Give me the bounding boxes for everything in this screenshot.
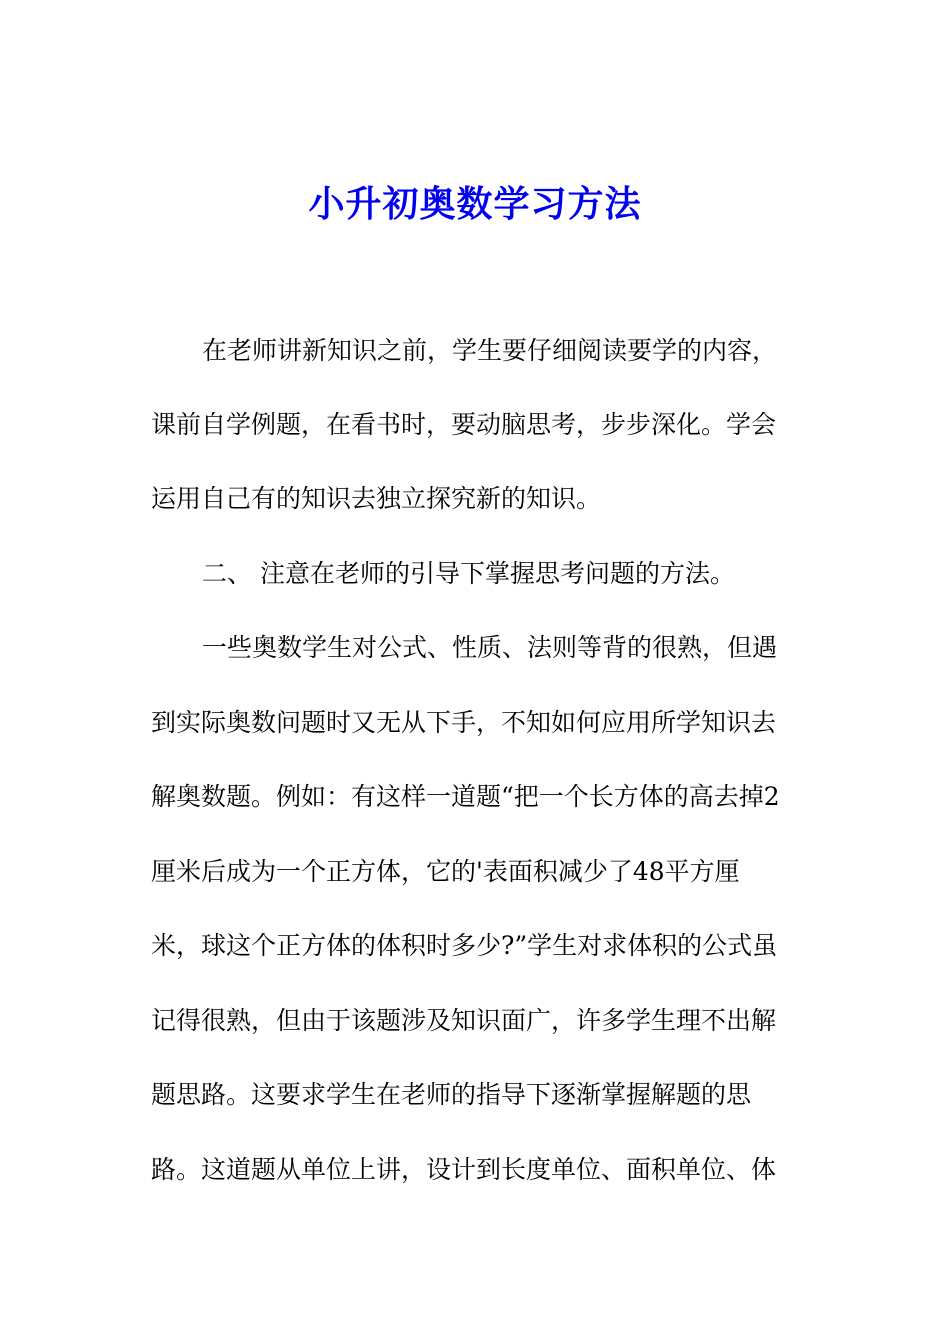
paragraph-line: 厘米后成为一个正方体，它的'表面积减少了48平方厘 xyxy=(151,857,740,886)
paragraph-line: 到实际奥数问题时又无从下手，不知如何应用所学知识去 xyxy=(151,708,777,737)
document-title: 小升初奥数学习方法 xyxy=(308,183,642,225)
section-heading: 二、 注意在老师的引导下掌握思考问题的方法。 xyxy=(202,559,735,588)
paragraph-line: 题思路。这要求学生在老师的指导下逐渐掌握解题的思 xyxy=(151,1080,752,1109)
paragraph-line: 课前自学例题，在看书时，要动脑思考，步步深化。学会 xyxy=(151,410,777,439)
paragraph-line: 运用自己有的知识去独立探究新的知识。 xyxy=(151,484,602,513)
paragraph-line: 在老师讲新知识之前，学生要仔细阅读要学的内容， xyxy=(202,336,778,365)
paragraph-line: 路。这道题从单位上讲，设计到长度单位、面积单位、体 xyxy=(151,1155,777,1184)
paragraph-line: 米，球这个正方体的体积时多少?”学生对求体积的公式虽 xyxy=(151,931,778,960)
paragraph-line: 一些奥数学生对公式、性质、法则等背的很熟，但遇 xyxy=(202,633,778,662)
paragraph-line: 记得很熟，但由于该题涉及知识面广，许多学生理不出解 xyxy=(151,1006,777,1035)
paragraph-line: 解奥数题。例如：有这样一道题“把一个长方体的高去掉2 xyxy=(151,782,780,811)
